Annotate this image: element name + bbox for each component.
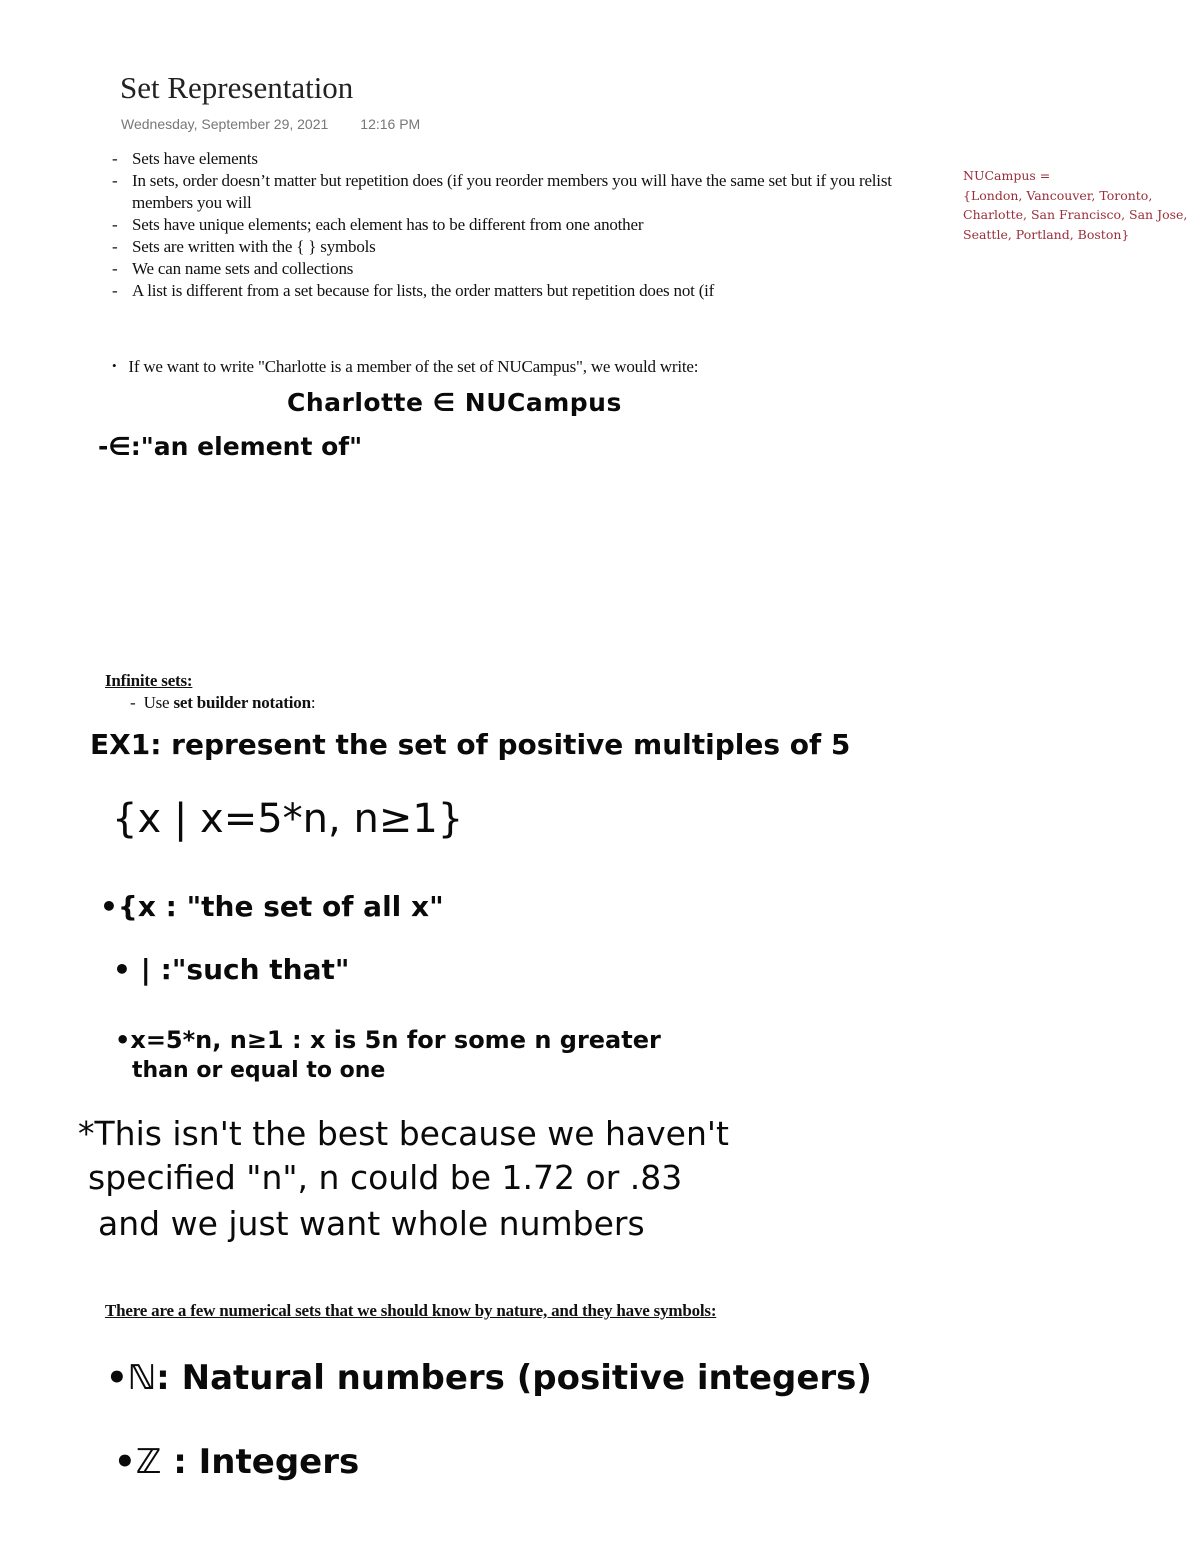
list-item: - Sets are written with the { } symbols: [112, 236, 912, 258]
set-builder-subnote: [130, 693, 315, 713]
list-item: - In sets, order doesn’t matter but repetition does (if you reorder members you will have the same set but if you relist members you will: [112, 170, 912, 214]
numerical-sets-heading: There are a few numerical sets that we should know by nature, and they have symbols:: [105, 1301, 717, 1320]
handwritten-note-line3: and we just want whole numbers: [98, 1204, 645, 1243]
handwritten-natural-numbers: •ℕ: Natural numbers (positive integers): [106, 1358, 872, 1398]
list-item: - We can name sets and collections: [112, 258, 912, 280]
bullet-dot: •: [112, 358, 117, 373]
handwritten-set-builder: {x | x=5*n, n≥1}: [112, 796, 464, 842]
aside-line: NUCampus =: [963, 168, 1051, 183]
list-item: - A list is different from a set because for lists, the order matters but repetition does not (if: [112, 280, 912, 302]
page-title: Set Representation: [120, 70, 354, 105]
use-suffix: :: [310, 693, 316, 712]
dash: -: [130, 693, 144, 712]
handwritten-element-definition: -∈:"an element of": [98, 432, 363, 461]
list-item: - Sets have elements: [112, 148, 912, 170]
use-bold: set builder notation: [173, 693, 311, 712]
membership-prompt-text: If we want to write "Charlotte is a member of the set of NUCampus", we would write:: [128, 357, 699, 376]
membership-prompt: [112, 357, 698, 377]
handwritten-example-1: EX1: represent the set of positive multiples of 5: [90, 728, 851, 761]
aside-line: Seattle, Portland, Boston}: [963, 226, 1130, 242]
page-time: 12:16 PM: [360, 116, 421, 132]
handwritten-note-line1: *This isn't the best because we haven't: [78, 1114, 729, 1153]
use-prefix: Use: [143, 693, 174, 712]
list-item: - Sets have unique elements; each element has to be different from one another: [112, 214, 912, 236]
aside-line: Charlotte, San Francisco, San Jose,: [963, 207, 1188, 222]
handwritten-integers: •ℤ : Integers: [114, 1442, 360, 1482]
handwritten-definition-2: • | :"such that": [113, 953, 350, 986]
page-date: Wednesday, September 29, 2021: [121, 116, 329, 132]
page-meta: [121, 116, 420, 132]
handwritten-note-line2: specified "n", n could be 1.72 or .83: [88, 1158, 683, 1197]
handwritten-definition-1: •{x : "the set of all x": [100, 890, 444, 923]
handwritten-definition-3-line1: •x=5*n, n≥1 : x is 5n for some n greater: [115, 1026, 661, 1054]
infinite-sets-heading: Infinite sets:: [105, 671, 193, 690]
notes-list: [112, 148, 912, 302]
handwritten-membership-expression: Charlotte ∈ NUCampus: [287, 388, 622, 417]
handwritten-definition-3-line2: than or equal to one: [132, 1058, 386, 1083]
aside-line: {London, Vancouver, Toronto,: [963, 187, 1153, 203]
nucampus-aside: [963, 166, 1198, 244]
